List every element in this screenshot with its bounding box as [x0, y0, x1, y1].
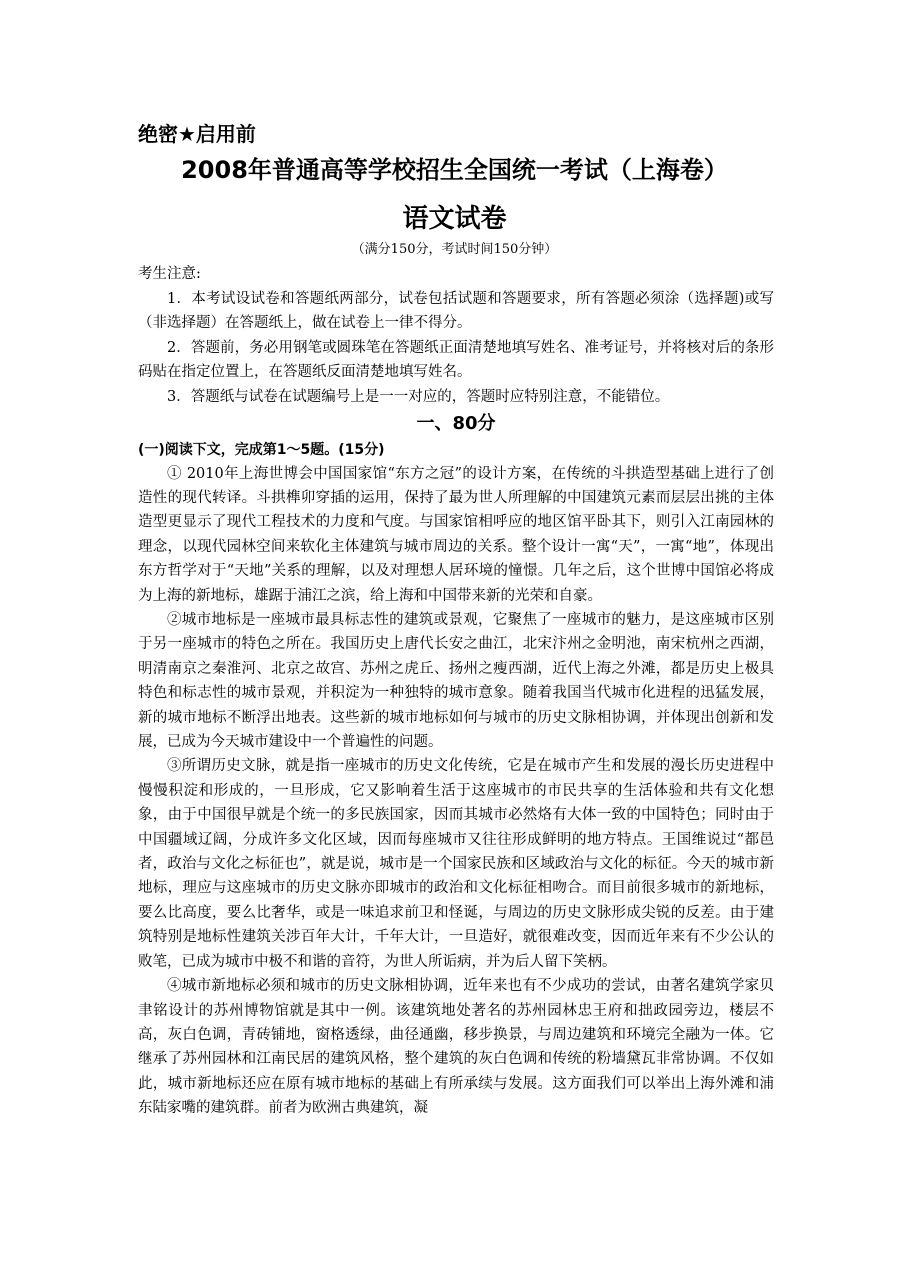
notice-label: 考生注意:: [138, 266, 201, 282]
exam-title: 2008年普通高等学校招生全国统一考试（上海卷）: [181, 156, 728, 184]
notice-item-2: 2．答题前，务必用钢笔或圆珠笔在答题纸正面清楚地填写姓名、准考证号，并将核对后的条形码贴在指定位置上，在答题纸反面清楚地填写姓名。: [138, 339, 774, 381]
reading-passage: [138, 462, 774, 1121]
notice-item-3: 3．答题纸与试卷在试题编号上是一一对应的，答题时应特别注意，不能错位。: [167, 388, 670, 405]
section-heading: 一、80分: [416, 412, 496, 434]
passage-paragraph-4: ④城市新地标必须和城市的历史文脉相协调，近年来也有不少成功的尝试，由著名建筑学家贝聿铭设计的苏州博物馆就是其中一例。该建筑地处著名的苏州园林忠王府和拙政园旁边，楼层不高，灰白色调，青砖铺地，窗格透绿，曲径通幽，移步换景，与周边建筑和环境完全融为一体。它继承了苏州园林和江南民居的建筑风格，整个建筑的灰白色调和传统的粉墙黛瓦非常协调。不仅如此，城市新地标还应在原有城市地标的基础上有所承续与发展。这方面我们可以举出上海外滩和浦东陆家嘴的建筑群。前者为欧洲古典建筑，凝: [138, 978, 774, 1117]
notice-item-1: 1．本考试设试卷和答题纸两部分，试卷包括试题和答题要求，所有答题必须涂（选择题)或写（非选择题）在答题纸上，做在试卷上一律不得分。: [138, 290, 774, 332]
document-body: [138, 262, 774, 1121]
score-time-note: （满分150分，考试时间150分钟）: [351, 242, 558, 257]
passage-paragraph-2: ②城市地标是一座城市最具标志性的建筑或景观，它聚焦了一座城市的魅力，是这座城市区别于另一座城市的特色之所在。我国历史上唐代长安之曲江，北宋汴州之金明池，南宋杭州之西湖，明清南京之秦淮河、北京之故宫、苏州之虎丘、扬州之瘦西湖，近代上海之外滩，都是历史上极具特色和标志性的城市景观，并积淀为一种独特的城市意象。随着我国当代城市化进程的迅猛发展，新的城市地标不断浮出地表。这些新的城市地标如何与城市的历史文脉相协调，并体现出创新和发展，已成为今天城市建设中一个普遍性的问题。: [138, 612, 774, 751]
paper-title: 语文试卷: [402, 204, 507, 234]
passage-paragraph-3: ③所谓历史文脉，就是指一座城市的历史文化传统，它是在城市产生和发展的漫长历史进程中慢慢积淀和形成的，一旦形成，它又影响着生活于这座城市的市民共享的生活体验和共有文化想象，由于中国很早就是个统一的多民族国家，因而其城市必然烙有大体一致的中国特色；同时由于中国疆域辽阔，分成许多文化区域，因而每座城市又往往形成鲜明的地方特点。王国维说过“都邑者，政治与文化之标征也”，就是说，城市是一个国家民族和区域政治与文化的标征。今天的城市新地标，理应与这座城市的历史文脉亦即城市的政治和文化标征相吻合。而目前很多城市的新地标，要么比高度，要么比奢华，或是一味追求前卫和怪诞，与周边的历史文脉形成尖锐的反差。由于建筑特别是地标性建筑关涉百年大计，千年大计，一旦造好，就很难改变，因而近年来有不少公认的败笔，已成为城市中极不和谐的音符，为世人所诟病，并为后人留下笑柄。: [138, 758, 774, 970]
question-heading: (一)阅读下文，完成第1～5题。(15分): [138, 441, 385, 458]
passage-paragraph-1: ① 2010年上海世博会中国国家馆“东方之冠”的设计方案，在传统的斗拱造型基础上进行了创造性的现代转译。斗拱榫卯穿插的运用，保持了最为世人所理解的中国建筑元素而层层出挑的主体造型更显示了现代工程技术的力度和气度。与国家馆相呼应的地区馆平卧其下，则引入江南园林的理念，以现代园林空间来软化主体建筑与城市周边的关系。整个设计一寓“天”，一寓“地”，体现出东方哲学对于“天地”关系的理解，以及对理想人居环境的憧憬。几年之后，这个世博中国馆必将成为上海的新地标，雄踞于浦江之滨，给上海和中国带来新的光荣和自豪。: [138, 465, 774, 604]
confidential-label: 绝密★启用前: [138, 122, 256, 146]
